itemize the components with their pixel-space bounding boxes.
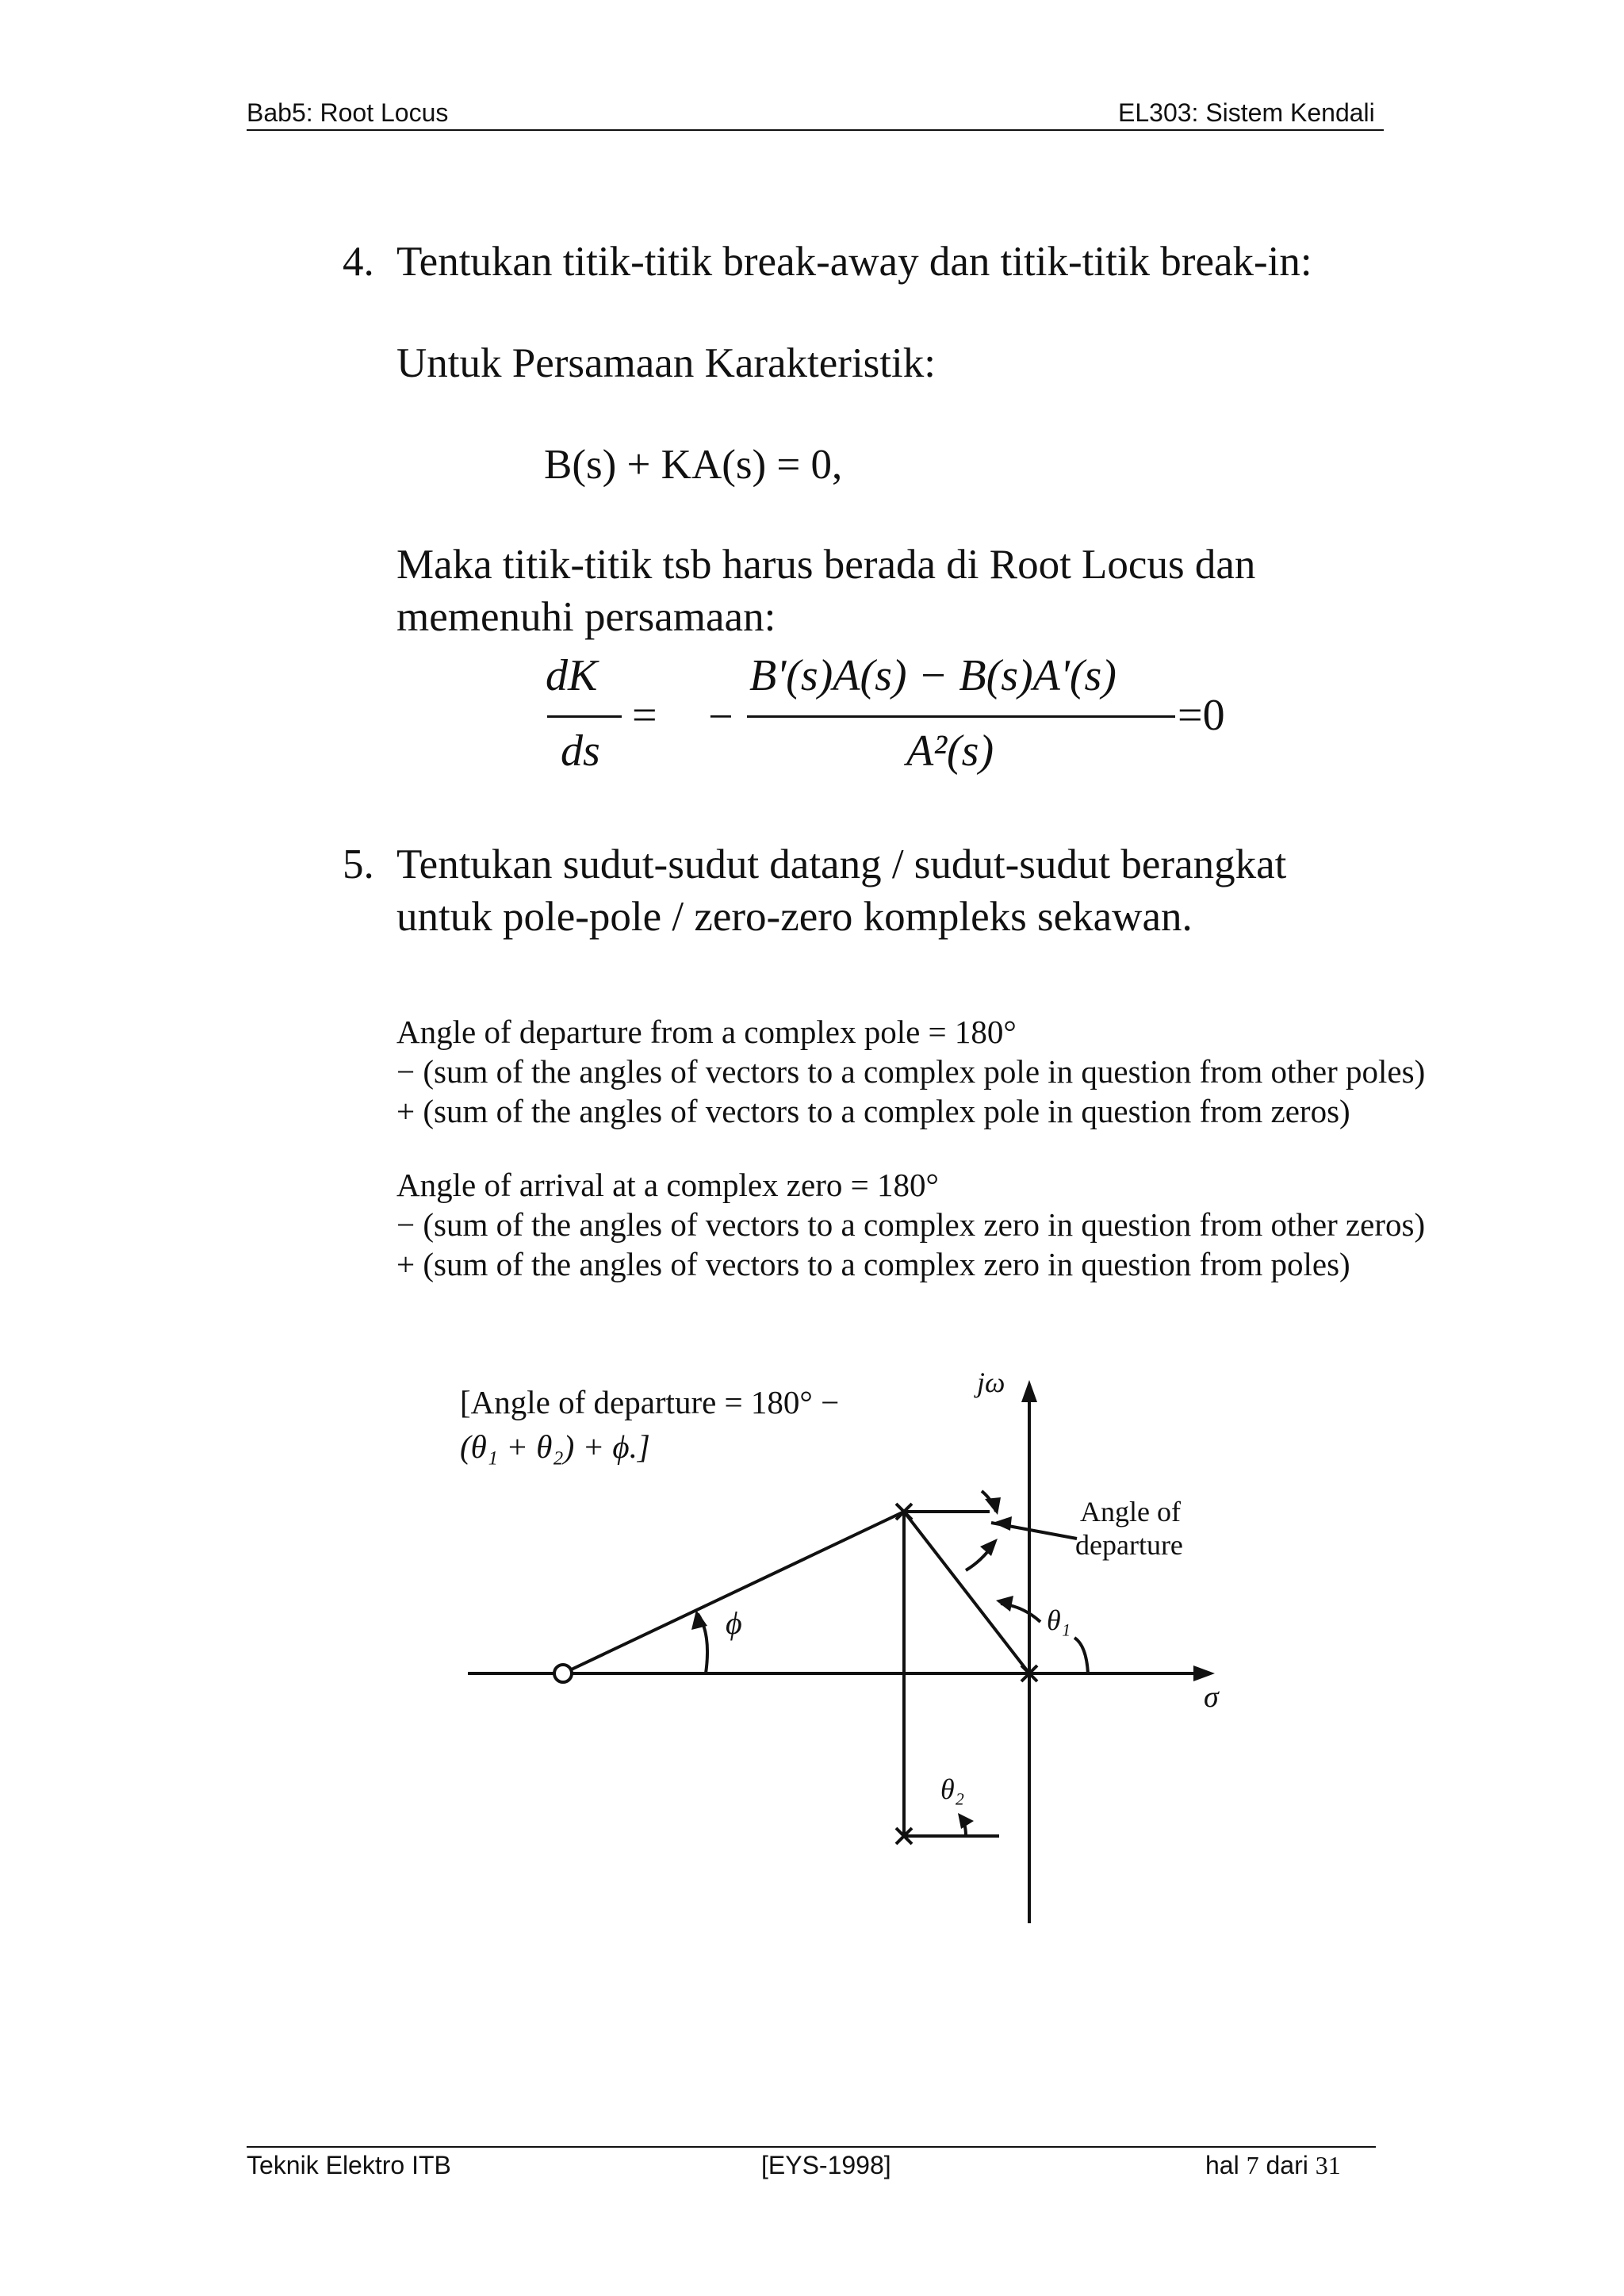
- footer-page-prefix: hal: [1205, 2151, 1239, 2179]
- real-axis-arrowhead: [1193, 1665, 1215, 1681]
- theta1-label: θ₁: [1047, 1604, 1071, 1636]
- footer-center: [EYS-1998]: [761, 2151, 891, 2179]
- header-right: EL303: Sistem Kendali: [1118, 98, 1375, 127]
- theta1-arc: [1074, 1638, 1088, 1673]
- vector-from-pole-origin: [904, 1512, 1029, 1673]
- footer-left: Teknik Elektro ITB: [247, 2151, 451, 2179]
- arrival-rule-line: + (sum of the angles of vectors to a complex zero in question from poles): [396, 1246, 1350, 1282]
- sigma-axis-label: σ: [1204, 1681, 1219, 1714]
- figure-caption-line1: [Angle of departure = 180° −: [460, 1384, 840, 1420]
- formula-minus: −: [708, 692, 733, 742]
- section4-condition-line1: Maka titik-titik tsb harus berada di Root Locus dan: [396, 542, 1256, 588]
- vector-from-zero: [563, 1512, 904, 1673]
- departure-rule-line: + (sum of the angles of vectors to a complex pole in question from zeros): [396, 1093, 1350, 1129]
- arrival-rule-line: − (sum of the angles of vectors to a complex zero in question from other zeros): [396, 1206, 1426, 1243]
- section4-condition-line2: memenuhi persamaan:: [396, 594, 776, 640]
- section5-line1: Tentukan sudut-sudut datang / sudut-sudut berangkat: [396, 841, 1287, 887]
- section5-line2: untuk pole-pole / zero-zero kompleks sekawan.: [396, 894, 1193, 940]
- footer-total-pages: 31: [1315, 2151, 1341, 2179]
- formula-lhs-denominator: ds: [561, 726, 600, 776]
- header-left: Bab5: Root Locus: [247, 98, 449, 127]
- formula-rhs-denominator: A²(s): [906, 726, 994, 776]
- formula-lhs-numerator: dK: [546, 651, 598, 700]
- footer-rule: [247, 2146, 1376, 2148]
- imaginary-axis-arrowhead: [1021, 1380, 1037, 1402]
- section4-number: 4.: [343, 239, 374, 285]
- arrival-rule-line: Angle of arrival at a complex zero = 180°: [396, 1167, 939, 1203]
- theta2-label: θ₂: [940, 1773, 965, 1805]
- footer-of: dari: [1266, 2151, 1308, 2179]
- section5-number: 5.: [343, 841, 374, 887]
- zero-marker: [554, 1665, 572, 1682]
- jw-axis-label: jω: [977, 1366, 1005, 1398]
- theta1-arrowhead: [996, 1596, 1013, 1612]
- formula-equals: =: [632, 691, 657, 740]
- departure-rule-line: Angle of departure from a complex pole = 180°: [396, 1014, 1017, 1050]
- footer-current-page: 7: [1246, 2151, 1259, 2179]
- footer-page-number: [1205, 2151, 1341, 2180]
- departure-label-line2: departure: [1075, 1529, 1183, 1561]
- departure-arrowhead-bottom: [980, 1539, 998, 1556]
- figure-caption-line2: (θ₁ + θ₂) + ϕ.]: [460, 1428, 650, 1465]
- section4-intro: Untuk Persamaan Karakteristik:: [396, 340, 936, 386]
- characteristic-equation: B(s) + KA(s) = 0,: [544, 442, 843, 488]
- departure-rule-line: − (sum of the angles of vectors to a complex pole in question from other poles): [396, 1053, 1426, 1090]
- departure-label-line1: Angle of: [1080, 1496, 1181, 1527]
- section4-title: Tentukan titik-titik break-away dan titik-titik break-in:: [396, 239, 1312, 285]
- departure-arrowhead-leader: [993, 1516, 1012, 1531]
- formula-equals-zero: =0: [1178, 691, 1225, 740]
- phi-label: ϕ: [726, 1605, 742, 1641]
- formula-rhs-numerator: B'(s)A(s) − B(s)A'(s): [749, 651, 1116, 700]
